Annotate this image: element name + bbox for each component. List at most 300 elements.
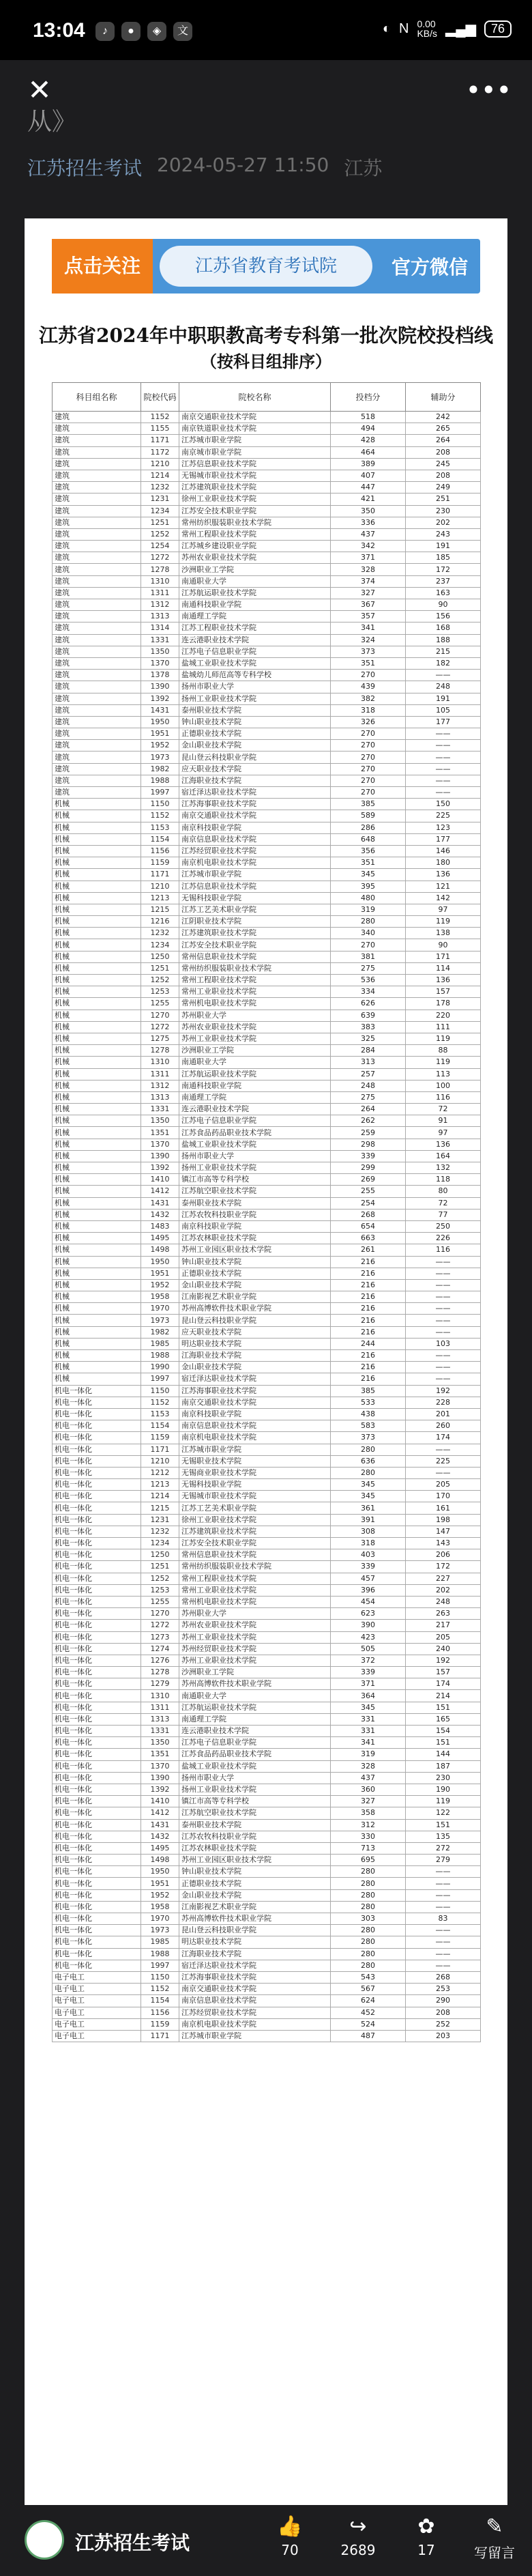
cell-cutoff-score: 261 bbox=[331, 1244, 406, 1256]
article-title-fragment: 从》 bbox=[27, 108, 77, 136]
table-row bbox=[53, 493, 481, 505]
cell-school-code: 1279 bbox=[141, 1678, 179, 1690]
table-row bbox=[53, 564, 481, 575]
cell-subject-group: 机电一体化 bbox=[53, 1737, 141, 1749]
cell-subject-group: 建筑 bbox=[53, 681, 141, 693]
cell-aux-score: —— bbox=[406, 1960, 481, 1971]
cell-aux-score: 208 bbox=[406, 470, 481, 481]
cell-cutoff-score: 457 bbox=[331, 1573, 406, 1584]
cell-school-name: 盐城幼儿师范高等专科学校 bbox=[179, 670, 331, 681]
table-row bbox=[53, 1068, 481, 1080]
cell-aux-score: 97 bbox=[406, 1127, 481, 1139]
cell-aux-score: 116 bbox=[406, 1244, 481, 1256]
cell-aux-score: 90 bbox=[406, 599, 481, 611]
cell-aux-score: 248 bbox=[406, 1596, 481, 1607]
cell-subject-group: 机电一体化 bbox=[53, 1667, 141, 1678]
cell-subject-group: 机电一体化 bbox=[53, 1573, 141, 1584]
cell-aux-score: 151 bbox=[406, 1702, 481, 1713]
cell-cutoff-score: 280 bbox=[331, 1467, 406, 1478]
cell-subject-group: 机电一体化 bbox=[53, 1655, 141, 1666]
table-row bbox=[53, 2030, 481, 2042]
cell-cutoff-score: 280 bbox=[331, 1889, 406, 1901]
table-row bbox=[53, 1338, 481, 1349]
cell-cutoff-score: 216 bbox=[331, 1256, 406, 1268]
cell-subject-group: 机电一体化 bbox=[53, 1526, 141, 1537]
cell-cutoff-score: 373 bbox=[331, 646, 406, 657]
table-row bbox=[53, 1819, 481, 1831]
cell-cutoff-score: 216 bbox=[331, 1362, 406, 1373]
cell-school-name: 江南影视艺术职业学院 bbox=[179, 1901, 331, 1913]
cell-school-name: 常州工程职业技术学院 bbox=[179, 528, 331, 540]
cell-school-code: 1392 bbox=[141, 693, 179, 704]
cell-school-name: 苏州农业职业技术学院 bbox=[179, 1021, 331, 1033]
cell-aux-score: 265 bbox=[406, 423, 481, 435]
cell-school-name: 江苏工艺美术职业学院 bbox=[179, 904, 331, 915]
cell-aux-score: 202 bbox=[406, 1584, 481, 1596]
cell-school-name: 江南影视艺术职业学院 bbox=[179, 1291, 331, 1303]
cell-cutoff-score: 319 bbox=[331, 1749, 406, 1760]
cell-school-name: 南京交通职业技术学院 bbox=[179, 810, 331, 822]
cell-school-code: 1431 bbox=[141, 704, 179, 716]
cell-subject-group: 机械 bbox=[53, 928, 141, 939]
cell-cutoff-score: 389 bbox=[331, 458, 406, 470]
cell-subject-group: 建筑 bbox=[53, 716, 141, 728]
cell-subject-group: 机械 bbox=[53, 916, 141, 928]
cell-aux-score: 178 bbox=[406, 998, 481, 1010]
cell-cutoff-score: 367 bbox=[331, 599, 406, 611]
org-logo-label: 江苏省教育考试院 bbox=[160, 246, 372, 287]
cell-school-code: 1215 bbox=[141, 904, 179, 915]
cell-school-name: 江海职业技术学院 bbox=[179, 1948, 331, 1960]
cell-aux-score: 72 bbox=[406, 1197, 481, 1209]
account-name[interactable]: 江苏招生考试 bbox=[75, 2532, 190, 2554]
cell-subject-group: 电子电工 bbox=[53, 1984, 141, 1995]
cell-school-code: 1254 bbox=[141, 541, 179, 552]
cell-subject-group: 机械 bbox=[53, 799, 141, 810]
cell-school-name: 正德职业技术学院 bbox=[179, 1878, 331, 1889]
cell-school-code: 1313 bbox=[141, 1713, 179, 1725]
cell-aux-score: 203 bbox=[406, 2030, 481, 2042]
table-row bbox=[53, 657, 481, 669]
table-row bbox=[53, 1326, 481, 1338]
table-row bbox=[53, 412, 481, 423]
table-row bbox=[53, 1584, 481, 1596]
cell-cutoff-score: 464 bbox=[331, 446, 406, 458]
cell-subject-group: 机电一体化 bbox=[53, 1455, 141, 1467]
cell-cutoff-score: 396 bbox=[331, 1584, 406, 1596]
cell-school-code: 1310 bbox=[141, 1057, 179, 1068]
cell-cutoff-score: 270 bbox=[331, 740, 406, 752]
cell-school-code: 1159 bbox=[141, 857, 179, 869]
cell-school-name: 泰州职业技术学院 bbox=[179, 1819, 331, 1831]
cell-aux-score: 220 bbox=[406, 1010, 481, 1021]
table-row bbox=[53, 1091, 481, 1103]
app-icon: ● bbox=[121, 22, 141, 41]
cell-school-name: 江苏航空职业技术学院 bbox=[179, 1186, 331, 1197]
share-button[interactable] bbox=[334, 2515, 382, 2562]
cell-school-code: 1997 bbox=[141, 1373, 179, 1385]
status-time: 13:04 bbox=[33, 19, 85, 42]
cell-school-code: 1270 bbox=[141, 1010, 179, 1021]
cell-aux-score: 119 bbox=[406, 1057, 481, 1068]
table-row bbox=[53, 634, 481, 646]
table-row bbox=[53, 1831, 481, 1842]
cell-aux-score: 191 bbox=[406, 693, 481, 704]
cell-cutoff-score: 318 bbox=[331, 1538, 406, 1549]
cell-school-name: 苏州工业园区职业技术学院 bbox=[179, 1855, 331, 1866]
cell-school-code: 1274 bbox=[141, 1643, 179, 1655]
cell-subject-group: 机械 bbox=[53, 951, 141, 962]
cell-school-name: 常州机电职业技术学院 bbox=[179, 998, 331, 1010]
table-row bbox=[53, 892, 481, 904]
cell-school-name: 江阴职业技术学院 bbox=[179, 916, 331, 928]
table-row bbox=[53, 1408, 481, 1420]
cell-aux-score: —— bbox=[406, 740, 481, 752]
cell-subject-group: 建筑 bbox=[53, 740, 141, 752]
cell-cutoff-score: 373 bbox=[331, 1432, 406, 1444]
cell-subject-group: 机械 bbox=[53, 1326, 141, 1338]
table-row bbox=[53, 1631, 481, 1643]
table-row bbox=[53, 1397, 481, 1408]
cell-subject-group: 机电一体化 bbox=[53, 1855, 141, 1866]
cell-school-name: 南京科技职业学院 bbox=[179, 1408, 331, 1420]
cell-cutoff-score: 318 bbox=[331, 704, 406, 716]
cell-cutoff-score: 371 bbox=[331, 552, 406, 564]
table-row bbox=[53, 1057, 481, 1068]
cell-school-name: 苏州高博软件技术职业学院 bbox=[179, 1678, 331, 1690]
cell-school-name: 常州纺织服装职业技术学院 bbox=[179, 517, 331, 528]
table-row bbox=[53, 1608, 481, 1620]
cell-aux-score: —— bbox=[406, 1901, 481, 1913]
cell-school-code: 1495 bbox=[141, 1233, 179, 1244]
cell-subject-group: 机械 bbox=[53, 986, 141, 998]
cell-subject-group: 机械 bbox=[53, 1268, 141, 1279]
table-row bbox=[53, 482, 481, 493]
comment-button[interactable] bbox=[471, 2515, 518, 2562]
cell-school-name: 苏州工业职业技术学院 bbox=[179, 1631, 331, 1643]
cell-aux-score: 192 bbox=[406, 1385, 481, 1397]
cell-subject-group: 建筑 bbox=[53, 704, 141, 716]
cell-subject-group: 机械 bbox=[53, 1338, 141, 1349]
table-row bbox=[53, 1855, 481, 1866]
cell-aux-score: 252 bbox=[406, 2018, 481, 2030]
table-row bbox=[53, 1667, 481, 1678]
cell-subject-group: 机电一体化 bbox=[53, 1678, 141, 1690]
cell-school-code: 1216 bbox=[141, 916, 179, 928]
cell-subject-group: 建筑 bbox=[53, 564, 141, 575]
account-logo[interactable] bbox=[25, 2520, 64, 2560]
cell-school-code: 1351 bbox=[141, 1749, 179, 1760]
table-row bbox=[53, 1220, 481, 1232]
cell-subject-group: 机电一体化 bbox=[53, 1842, 141, 1854]
translate-icon: 文 bbox=[173, 22, 192, 41]
cell-subject-group: 建筑 bbox=[53, 634, 141, 646]
cell-school-code: 1231 bbox=[141, 493, 179, 505]
cell-school-code: 1272 bbox=[141, 1620, 179, 1631]
article-date: 2024-05-27 11:50 bbox=[157, 154, 329, 176]
cell-aux-score: 170 bbox=[406, 1491, 481, 1502]
cell-aux-score: 150 bbox=[406, 799, 481, 810]
cell-subject-group: 建筑 bbox=[53, 775, 141, 786]
cell-cutoff-score: 331 bbox=[331, 1713, 406, 1725]
table-row bbox=[53, 2018, 481, 2030]
cell-school-code: 1432 bbox=[141, 1209, 179, 1220]
cell-aux-score: —— bbox=[406, 787, 481, 799]
document-title: 江苏省2024年中职职教高考专科第一批次院校投档线 bbox=[39, 324, 493, 347]
cell-school-code: 1272 bbox=[141, 552, 179, 564]
close-button[interactable]: ✕ bbox=[27, 73, 52, 106]
cell-aux-score: —— bbox=[406, 1256, 481, 1268]
table-row bbox=[53, 1784, 481, 1795]
cell-aux-score: —— bbox=[406, 775, 481, 786]
cell-cutoff-score: 505 bbox=[331, 1643, 406, 1655]
cell-school-name: 扬州市职业大学 bbox=[179, 681, 331, 693]
cell-school-code: 1952 bbox=[141, 1279, 179, 1291]
cell-aux-score: 185 bbox=[406, 552, 481, 564]
cell-cutoff-score: 262 bbox=[331, 1115, 406, 1127]
cell-aux-score: —— bbox=[406, 1279, 481, 1291]
cell-cutoff-score: 390 bbox=[331, 1620, 406, 1631]
cell-cutoff-score: 270 bbox=[331, 752, 406, 763]
cell-aux-score: —— bbox=[406, 728, 481, 740]
cell-cutoff-score: 280 bbox=[331, 1444, 406, 1455]
cell-aux-score: 205 bbox=[406, 1479, 481, 1491]
cell-school-name: 金山职业技术学院 bbox=[179, 740, 331, 752]
cell-cutoff-score: 259 bbox=[331, 1127, 406, 1139]
cell-school-code: 1951 bbox=[141, 728, 179, 740]
cell-subject-group: 电子电工 bbox=[53, 2030, 141, 2042]
cell-cutoff-score: 216 bbox=[331, 1373, 406, 1385]
cell-subject-group: 机电一体化 bbox=[53, 1913, 141, 1925]
cell-aux-score: 119 bbox=[406, 1033, 481, 1044]
cell-subject-group: 机电一体化 bbox=[53, 1796, 141, 1807]
cell-school-name: 常州工业职业技术学院 bbox=[179, 1584, 331, 1596]
cell-aux-score: 143 bbox=[406, 1538, 481, 1549]
cell-school-code: 1958 bbox=[141, 1901, 179, 1913]
cell-aux-score: 174 bbox=[406, 1432, 481, 1444]
cell-subject-group: 机械 bbox=[53, 1233, 141, 1244]
cell-subject-group: 机械 bbox=[53, 845, 141, 857]
cell-school-name: 无锡商业职业技术学院 bbox=[179, 1467, 331, 1478]
cell-cutoff-score: 280 bbox=[331, 1948, 406, 1960]
cell-aux-score: 122 bbox=[406, 1807, 481, 1819]
table-row bbox=[53, 646, 481, 657]
cell-aux-score: 190 bbox=[406, 1784, 481, 1795]
cell-school-name: 江苏航运职业技术学院 bbox=[179, 1702, 331, 1713]
cell-subject-group: 机械 bbox=[53, 1350, 141, 1362]
follow-banner[interactable] bbox=[52, 239, 480, 294]
cell-cutoff-score: 371 bbox=[331, 1678, 406, 1690]
article-source-link[interactable]: 江苏招生考试 bbox=[27, 157, 143, 180]
cell-school-name: 江苏海事职业技术学院 bbox=[179, 1971, 331, 1983]
dnd-icon: ◐ bbox=[382, 20, 391, 36]
cell-subject-group: 机电一体化 bbox=[53, 1690, 141, 1702]
cell-school-code: 1997 bbox=[141, 787, 179, 799]
cell-subject-group: 建筑 bbox=[53, 763, 141, 775]
cell-subject-group: 机电一体化 bbox=[53, 1444, 141, 1455]
cell-school-name: 常州信息职业技术学院 bbox=[179, 1549, 331, 1561]
cell-school-code: 1997 bbox=[141, 1960, 179, 1971]
cell-subject-group: 机械 bbox=[53, 1220, 141, 1232]
cell-aux-score: 187 bbox=[406, 1760, 481, 1772]
table-row bbox=[53, 1385, 481, 1397]
cell-subject-group: 电子电工 bbox=[53, 1971, 141, 1983]
nav-bar bbox=[0, 60, 532, 128]
cell-aux-score: 88 bbox=[406, 1045, 481, 1057]
cell-aux-score: —— bbox=[406, 1373, 481, 1385]
cell-aux-score: 237 bbox=[406, 575, 481, 587]
cell-school-name: 南京铁道职业技术学院 bbox=[179, 423, 331, 435]
like-button[interactable] bbox=[266, 2515, 314, 2562]
cell-school-name: 江苏电子信息职业学院 bbox=[179, 646, 331, 657]
cell-school-code: 1310 bbox=[141, 1690, 179, 1702]
cell-school-name: 徐州工业职业技术学院 bbox=[179, 493, 331, 505]
cell-school-name: 苏州工业职业技术学院 bbox=[179, 1655, 331, 1666]
cell-school-code: 1310 bbox=[141, 575, 179, 587]
cell-cutoff-score: 257 bbox=[331, 1068, 406, 1080]
table-row bbox=[53, 458, 481, 470]
table-row bbox=[53, 1737, 481, 1749]
cell-school-code: 1152 bbox=[141, 1397, 179, 1408]
cell-school-name: 江苏安全技术职业学院 bbox=[179, 505, 331, 517]
cell-aux-score: —— bbox=[406, 1467, 481, 1478]
cell-school-code: 1390 bbox=[141, 681, 179, 693]
cell-cutoff-score: 518 bbox=[331, 412, 406, 423]
cell-subject-group: 机电一体化 bbox=[53, 1960, 141, 1971]
cell-aux-score: 202 bbox=[406, 517, 481, 528]
cell-subject-group: 建筑 bbox=[53, 693, 141, 704]
cell-cutoff-score: 543 bbox=[331, 1971, 406, 1983]
more-options-icon[interactable]: ••• bbox=[465, 75, 512, 105]
cell-aux-score: 264 bbox=[406, 435, 481, 446]
cell-cutoff-score: 351 bbox=[331, 657, 406, 669]
cell-school-code: 1392 bbox=[141, 1784, 179, 1795]
cell-school-name: 连云港职业技术学院 bbox=[179, 1726, 331, 1737]
cell-school-name: 江苏海事职业技术学院 bbox=[179, 799, 331, 810]
table-row bbox=[53, 1279, 481, 1291]
cell-subject-group: 机械 bbox=[53, 1186, 141, 1197]
cell-school-name: 扬州工业职业技术学院 bbox=[179, 693, 331, 704]
table-row bbox=[53, 704, 481, 716]
cell-school-code: 1973 bbox=[141, 1925, 179, 1936]
cell-subject-group: 机械 bbox=[53, 1244, 141, 1256]
favorite-count: 17 bbox=[417, 2542, 435, 2558]
cell-subject-group: 机电一体化 bbox=[53, 1549, 141, 1561]
cell-school-code: 1156 bbox=[141, 2007, 179, 2018]
cell-subject-group: 建筑 bbox=[53, 528, 141, 540]
cell-school-name: 江苏电子信息职业学院 bbox=[179, 1737, 331, 1749]
cell-school-code: 1251 bbox=[141, 962, 179, 974]
cell-aux-score: —— bbox=[406, 1889, 481, 1901]
cell-school-name: 江海职业技术学院 bbox=[179, 775, 331, 786]
table-row bbox=[53, 1620, 481, 1631]
table-row bbox=[53, 740, 481, 752]
cell-school-name: 苏州工业职业技术学院 bbox=[179, 1033, 331, 1044]
cell-school-name: 常州信息职业技术学院 bbox=[179, 951, 331, 962]
table-row bbox=[53, 1936, 481, 1948]
cell-school-code: 1952 bbox=[141, 740, 179, 752]
cell-school-code: 1314 bbox=[141, 622, 179, 634]
article-image bbox=[25, 218, 507, 2505]
cell-subject-group: 建筑 bbox=[53, 728, 141, 740]
cell-school-code: 1483 bbox=[141, 1220, 179, 1232]
cell-school-name: 江苏电子信息职业学院 bbox=[179, 1115, 331, 1127]
table-row bbox=[53, 962, 481, 974]
cell-cutoff-score: 438 bbox=[331, 1408, 406, 1420]
cell-cutoff-score: 360 bbox=[331, 1784, 406, 1795]
cell-school-name: 明达职业技术学院 bbox=[179, 1936, 331, 1948]
cell-school-name: 江苏经贸职业技术学院 bbox=[179, 845, 331, 857]
cell-school-name: 江苏农牧科技职业学院 bbox=[179, 1209, 331, 1220]
table-row bbox=[53, 1772, 481, 1784]
cell-school-name: 泰州职业技术学院 bbox=[179, 1197, 331, 1209]
cell-aux-score: —— bbox=[406, 1268, 481, 1279]
cell-subject-group: 机电一体化 bbox=[53, 1643, 141, 1655]
cell-aux-score: —— bbox=[406, 1326, 481, 1338]
favorite-button[interactable] bbox=[402, 2515, 450, 2562]
cell-cutoff-score: 284 bbox=[331, 1045, 406, 1057]
cell-cutoff-score: 624 bbox=[331, 1995, 406, 2007]
table-row bbox=[53, 1596, 481, 1607]
cell-subject-group: 建筑 bbox=[53, 435, 141, 446]
cell-school-name: 常州工程职业技术学院 bbox=[179, 1573, 331, 1584]
cell-school-name: 江海职业技术学院 bbox=[179, 1350, 331, 1362]
cell-school-code: 1982 bbox=[141, 763, 179, 775]
cell-subject-group: 建筑 bbox=[53, 657, 141, 669]
cell-school-code: 1150 bbox=[141, 1385, 179, 1397]
table-row bbox=[53, 1256, 481, 1268]
cell-school-name: 钟山职业技术学院 bbox=[179, 1256, 331, 1268]
table-row bbox=[53, 1561, 481, 1573]
table-row bbox=[53, 587, 481, 599]
cell-aux-score: 90 bbox=[406, 939, 481, 951]
cell-cutoff-score: 216 bbox=[331, 1291, 406, 1303]
table-row bbox=[53, 775, 481, 786]
cell-aux-score: —— bbox=[406, 1948, 481, 1960]
cell-cutoff-score: 216 bbox=[331, 1326, 406, 1338]
cell-cutoff-score: 358 bbox=[331, 1807, 406, 1819]
header-school-code: 院校代码 bbox=[141, 383, 179, 412]
cell-cutoff-score: 336 bbox=[331, 517, 406, 528]
cell-cutoff-score: 325 bbox=[331, 1033, 406, 1044]
table-row bbox=[53, 1209, 481, 1220]
cell-cutoff-score: 361 bbox=[331, 1502, 406, 1514]
cell-subject-group: 机械 bbox=[53, 881, 141, 892]
cell-aux-score: 121 bbox=[406, 881, 481, 892]
cell-cutoff-score: 216 bbox=[331, 1279, 406, 1291]
cell-aux-score: 272 bbox=[406, 1842, 481, 1854]
cell-school-code: 1171 bbox=[141, 1444, 179, 1455]
cell-cutoff-score: 312 bbox=[331, 1819, 406, 1831]
cell-school-code: 1273 bbox=[141, 1631, 179, 1643]
cell-school-name: 南京机电职业技术学院 bbox=[179, 1432, 331, 1444]
cell-school-name: 宿迁泽达职业技术学院 bbox=[179, 787, 331, 799]
table-row bbox=[53, 1749, 481, 1760]
cell-school-name: 南通职业大学 bbox=[179, 575, 331, 587]
table-row bbox=[53, 505, 481, 517]
cell-subject-group: 建筑 bbox=[53, 458, 141, 470]
cell-aux-score: 208 bbox=[406, 2007, 481, 2018]
cell-subject-group: 建筑 bbox=[53, 470, 141, 481]
cell-subject-group: 机械 bbox=[53, 1091, 141, 1103]
cell-school-name: 泰州职业技术学院 bbox=[179, 704, 331, 716]
cell-subject-group: 机械 bbox=[53, 1174, 141, 1186]
cell-subject-group: 机械 bbox=[53, 975, 141, 986]
table-row bbox=[53, 1162, 481, 1174]
cell-aux-score: —— bbox=[406, 1866, 481, 1878]
cell-cutoff-score: 341 bbox=[331, 622, 406, 634]
cell-subject-group: 机电一体化 bbox=[53, 1479, 141, 1491]
